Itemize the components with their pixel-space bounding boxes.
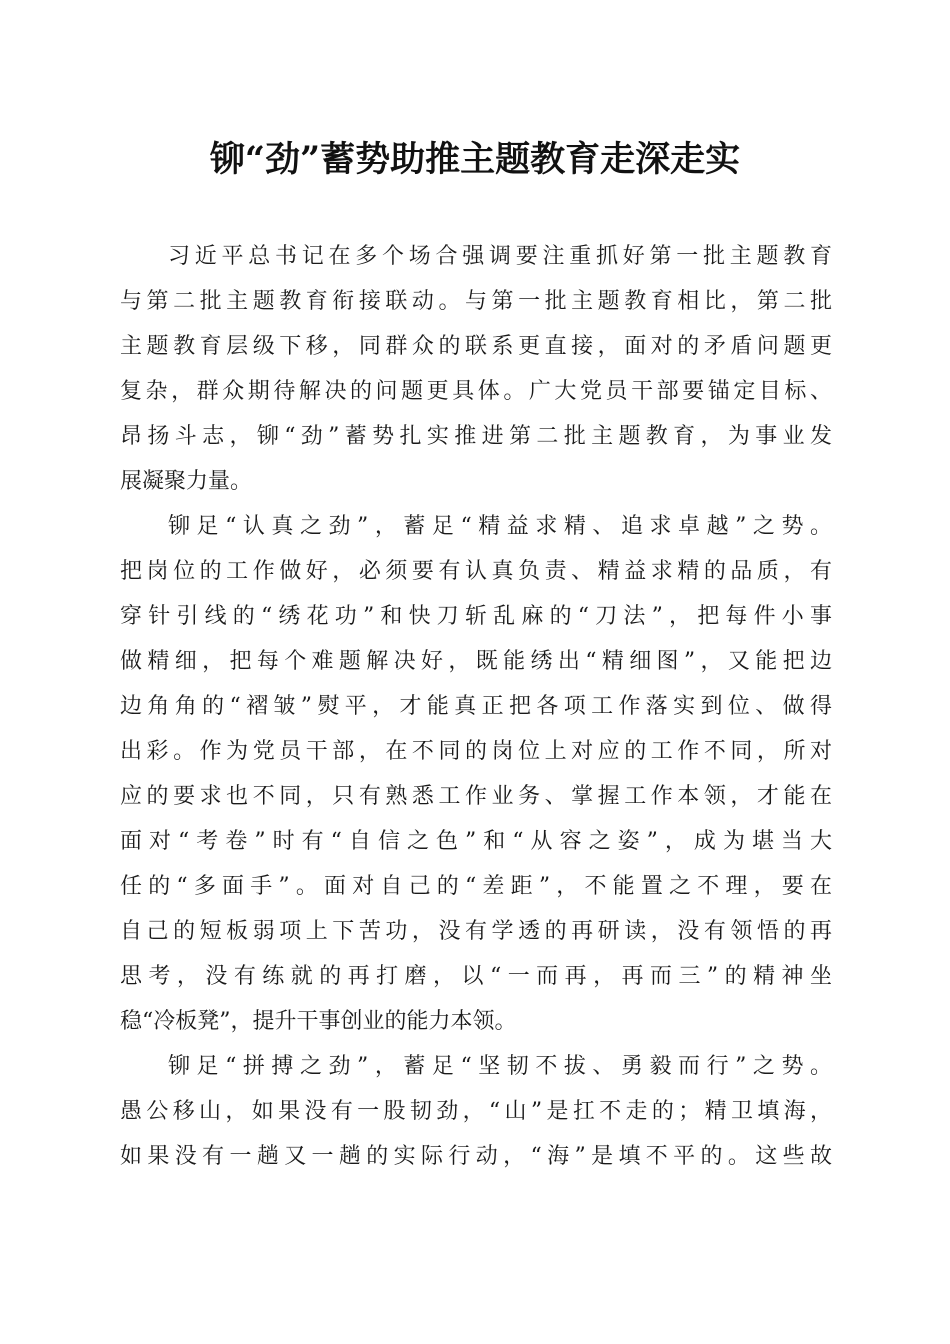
- text-line: 习近平总书记在多个场合强调要注重抓好第一批主题教育: [168, 244, 832, 269]
- text-line: 主题教育层级下移，同群众的联系更直接，面对的矛盾问题更: [120, 334, 832, 359]
- document-title: 铆“劲”蓄势助推主题教育走深走实: [209, 139, 741, 180]
- text-line: 面对“考卷”时有“自信之色”和“从容之姿”，成为堪当大: [120, 829, 832, 854]
- text-line: 做精细，把每个难题解决好，既能绣出“精细图”，又能把边: [120, 649, 832, 674]
- text-line: 思考，没有练就的再打磨，以“一而再，再而三”的精神坐: [120, 964, 832, 989]
- text-line: 展凝聚力量。: [120, 469, 253, 494]
- text-line: 与第二批主题教育衔接联动。与第一批主题教育相比，第二批: [120, 289, 832, 314]
- document-body: [120, 234, 832, 1179]
- text-line: 愚公移山，如果没有一股韧劲，“山”是扛不走的；精卫填海，: [120, 1099, 832, 1124]
- text-line: 把岗位的工作做好，必须要有认真负责、精益求精的品质，有: [120, 559, 832, 584]
- paragraph-2: [120, 504, 832, 1044]
- text-line: 自己的短板弱项上下苦功，没有学透的再研读，没有领悟的再: [120, 919, 832, 944]
- text-line: 出彩。作为党员干部，在不同的岗位上对应的工作不同，所对: [120, 739, 832, 764]
- text-line: 如果没有一趟又一趟的实际行动，“海”是填不平的。这些故: [120, 1144, 832, 1169]
- text-line: 边角角的“褶皱”熨平，才能真正把各项工作落实到位、做得: [120, 694, 832, 719]
- text-line: 昂扬斗志，铆“劲”蓄势扎实推进第二批主题教育，为事业发: [120, 424, 832, 449]
- text-line: 应的要求也不同，只有熟悉工作业务、掌握工作本领，才能在: [120, 784, 832, 809]
- text-line: 铆足“认真之劲”，蓄足“精益求精、追求卓越”之势。: [168, 514, 832, 539]
- text-line: 任的“多面手”。面对自己的“差距”，不能置之不理，要在: [120, 874, 832, 899]
- paragraph-3: [120, 1044, 832, 1179]
- text-line: 复杂，群众期待解决的问题更具体。广大党员干部要锚定目标、: [120, 379, 832, 404]
- text-line: 穿针引线的“绣花功”和快刀斩乱麻的“刀法”，把每件小事: [120, 604, 832, 629]
- text-line: 稳“冷板凳”，提升干事创业的能力本领。: [120, 1009, 517, 1034]
- text-line: 铆足“拼搏之劲”，蓄足“坚韧不拔、勇毅而行”之势。: [168, 1054, 832, 1079]
- paragraph-1: [120, 234, 832, 504]
